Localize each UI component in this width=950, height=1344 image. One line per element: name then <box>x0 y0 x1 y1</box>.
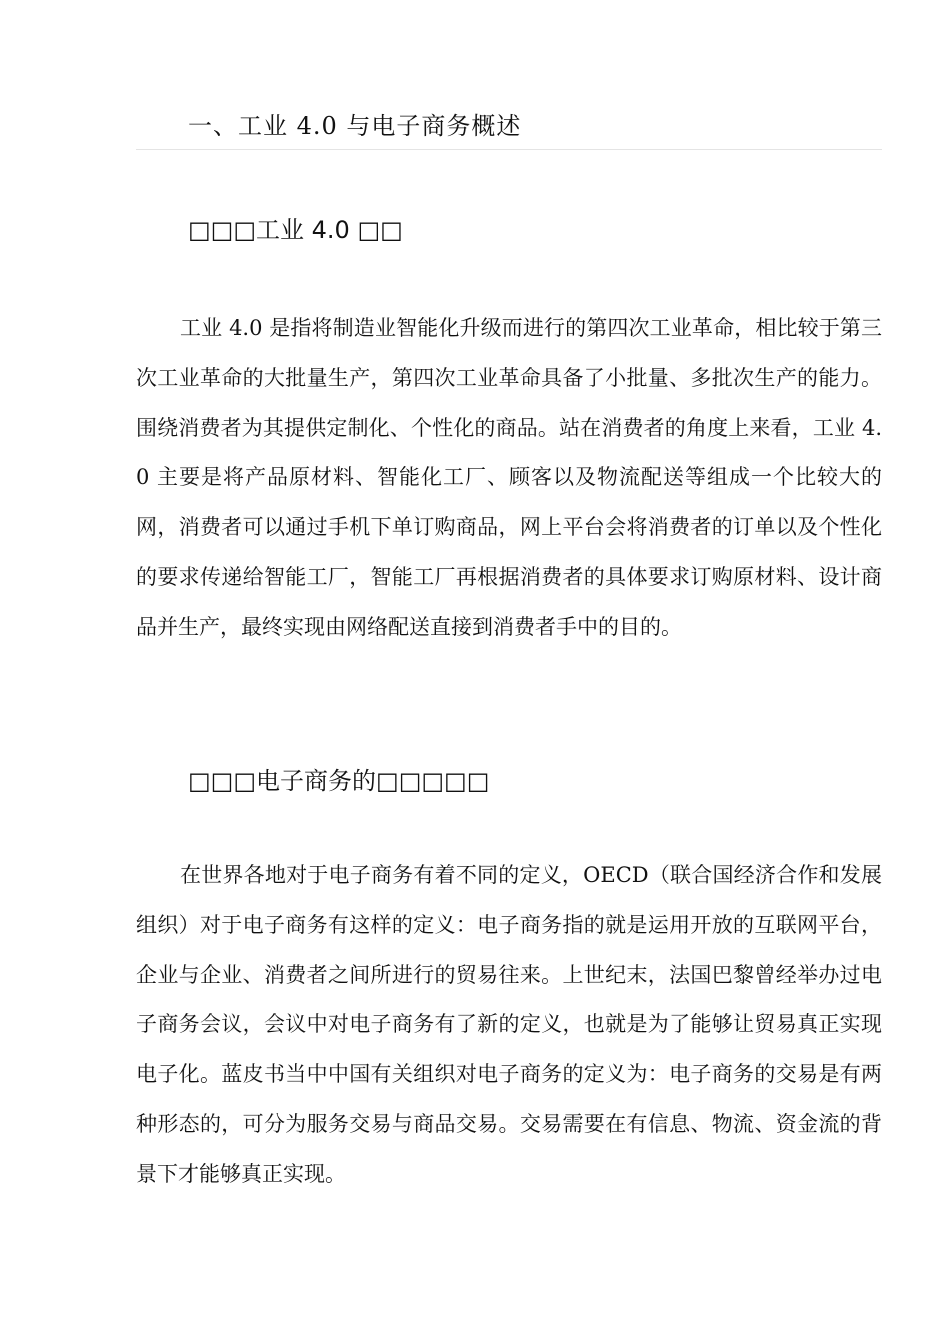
paragraph-industry-4: 工业 4.0 是指将制造业智能化升级而进行的第四次工业革命，相比较于第三次工业革命的大批量生产，第四次工业革命具备了小批量、多批次生产的能力。围绕消费者为其提供定制化、个性化的商品。站在消费者的角度上来看，工业 4.0 主要是将产品原材料、智能化工厂、顾客以及物流配送等组成一个比较大的网，消费者可以通过手机下单订购商品，网上平台会将消费者的订单以及个性化的要求传递给智能工厂，智能工厂再根据消费者的具体要求订购原材料、设计商品并生产，最终实现由网络配送直接到消费者手中的目的。 <box>136 316 882 639</box>
subsection-heading-industry-4: □□□工业 4.0 □□ <box>188 216 403 244</box>
paragraph-ecommerce: 在世界各地对于电子商务有着不同的定义，OECD（联合国经济合作和发展组织）对于电子商务有这样的定义：电子商务指的就是运用开放的互联网平台，企业与企业、消费者之间所进行的贸易往来。上世纪末，法国巴黎曾经举办过电子商务会议，会议中对电子商务有了新的定义，也就是为了能够让贸易真正实现电子化。蓝皮书当中中国有关组织对电子商务的定义为：电子商务的交易是有两种形态的，可分为服务交易与商品交易。交易需要在有信息、物流、资金流的背景下才能够真正实现。 <box>136 863 882 1186</box>
subsection-heading-ecommerce: □□□电子商务的□□□□□ <box>188 767 490 795</box>
section-title: 一、工业 4.0 与电子商务概述 <box>188 112 522 140</box>
title-divider <box>136 149 882 150</box>
